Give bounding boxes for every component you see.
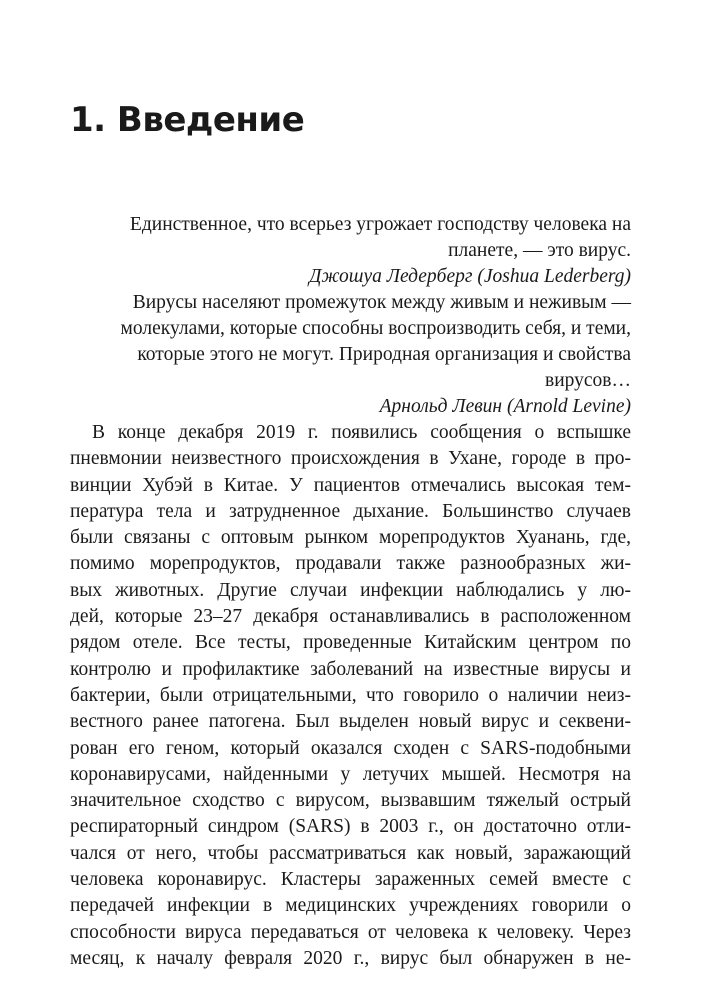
body-line: респираторный синдром (SARS) в 2003 г., он достаточно отли- xyxy=(70,816,631,838)
chapter-title: 1. Введение xyxy=(70,100,305,140)
epigraph-line: которые этого не могут. Природная организация и свойства xyxy=(137,344,631,365)
body-line: способности вируса передаваться от человека к человеку. Через xyxy=(70,921,631,943)
body-line: месяц, к началу февраля 2020 г., вирус был обнаружен в не- xyxy=(70,947,631,969)
body-line: вых животных. Другие случаи инфекции наблюдались у лю- xyxy=(70,579,631,601)
body-paragraph xyxy=(70,420,631,972)
epigraph-levine xyxy=(100,290,631,420)
body-line: пература тела и затрудненное дыхание. Большинство случаев xyxy=(70,500,631,522)
body-line: вестного ранее патогена. Был выделен новый вирус и секвени- xyxy=(70,711,631,733)
body-line: передачей инфекции в медицинских учреждениях говорили о xyxy=(70,895,631,917)
body-line: значительное сходство с вирусом, вызвавшим тяжелый острый xyxy=(70,790,631,812)
body-line: бактерии, были отрицательными, что говорило о наличии неиз- xyxy=(70,684,631,706)
epigraph-line: Вирусы населяют промежуток между живым и неживым — xyxy=(132,292,631,313)
epigraph-author: Арнольд Левин (Arnold Levine) xyxy=(379,396,631,417)
body-line: человека коронавирус. Кластеры зараженных семей вместе с xyxy=(70,869,631,891)
body-line: пневмонии неизвестного происхождения в Ухане, городе в про- xyxy=(70,448,631,470)
body-line: помимо морепродуктов, продавали также разнообразных жи- xyxy=(70,553,631,575)
epigraph-line: вирусов… xyxy=(545,370,631,391)
body-line: были связаны с оптовым рынком морепродуктов Хуанань, где, xyxy=(70,527,631,549)
body-line: винции Хубэй в Китае. У пациентов отмечались высокая тем- xyxy=(70,474,631,496)
body-line: дей, которые 23–27 декабря останавливались в расположенном xyxy=(70,606,631,628)
body-line: коронавирусами, найденными у летучих мышей. Несмотря на xyxy=(70,763,631,785)
epigraph-author: Джошуа Ледерберг (Joshua Lederberg) xyxy=(308,266,631,287)
epigraph-line: планете, — это вирус. xyxy=(448,240,631,261)
body-line: рядом отеле. Все тесты, проведенные Китайским центром по xyxy=(70,632,631,654)
body-line: контролю и профилактике заболеваний на известные вирусы и xyxy=(70,658,631,680)
body-line: рован его геном, который оказался сходен с SARS-подобными xyxy=(70,737,631,759)
epigraph-lederberg xyxy=(100,212,631,290)
body-line: В конце декабря 2019 г. появились сообщения о вспышке xyxy=(92,422,631,443)
body-line: чался от него, чтобы рассматриваться как новый, заражающий xyxy=(70,842,631,864)
epigraph-line: Единственное, что всерьез угрожает господству человека на xyxy=(129,214,631,235)
epigraph-line: молекулами, которые способны воспроизводить себя, и теми, xyxy=(120,318,631,339)
